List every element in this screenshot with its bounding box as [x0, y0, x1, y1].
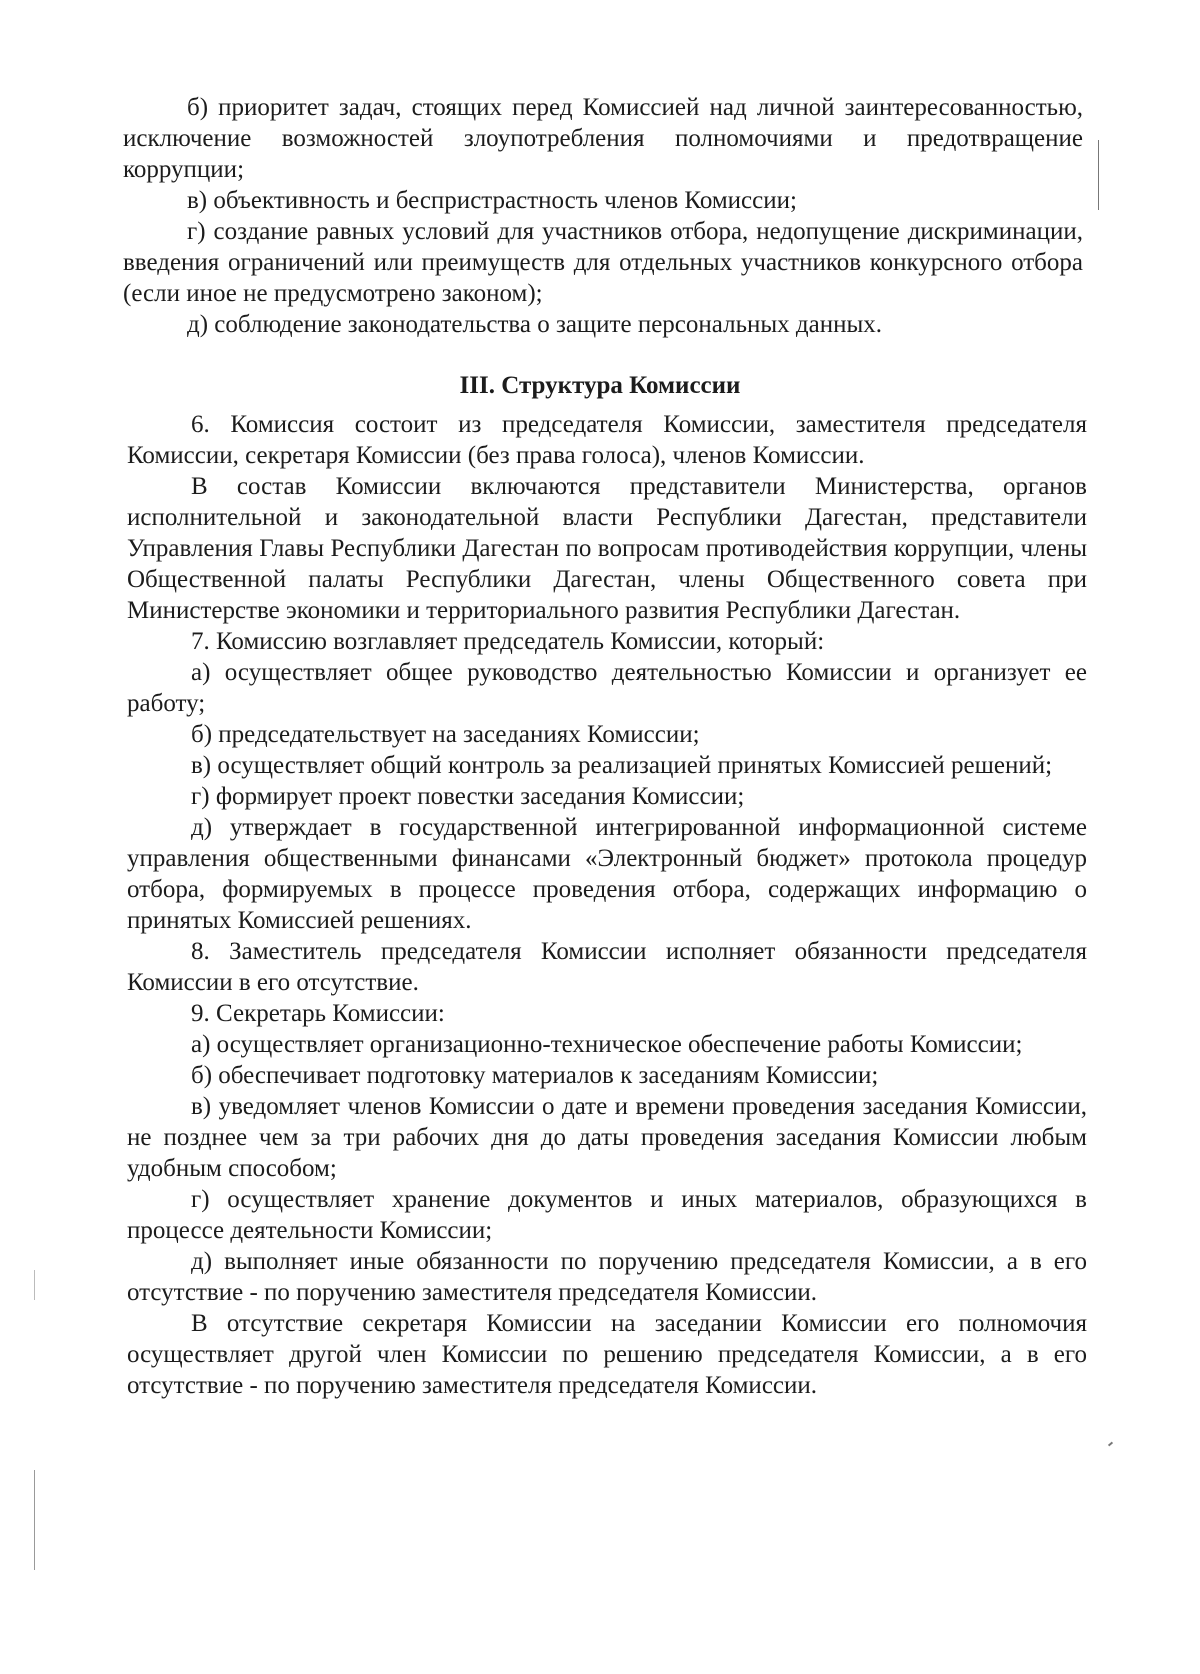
scan-artifact-line	[34, 1470, 35, 1570]
scan-artifact-mark	[1108, 1442, 1113, 1447]
paragraph-9d: д) выполняет иные обязанности по поручению председателя Комиссии, а в его отсутствие - по поручению заместителя председателя Комиссии.	[127, 1248, 1087, 1306]
paragraph-7d: д) утверждает в государственной интегрированной информационной системе управления общественными финансами «Электронный бюджет» протокола процедур отбора, формируемых в процессе проведения отбора, содержащих информацию о принятых Комиссией решениях.	[127, 814, 1087, 934]
paragraph-9b: б) обеспечивает подготовку материалов к заседаниям Комиссии;	[191, 1062, 879, 1089]
text-block-structure	[127, 409, 1087, 1401]
paragraph-g-equal-conditions: г) создание равных условий для участников отбора, недопущение дискриминации, введения ограничений или преимуществ для отдельных участников конкурсного отбора (если иное не предусмотрено законом);	[123, 218, 1083, 307]
paragraph-9v: в) уведомляет членов Комиссии о дате и времени проведения заседания Комиссии, не позднее чем за три рабочих дня до даты проведения заседания Комиссии любым удобным способом;	[127, 1093, 1087, 1182]
paragraph-7v: в) осуществляет общий контроль за реализацией принятых Комиссией решений;	[191, 752, 1053, 779]
paragraph-7b: б) председательствует на заседаниях Комиссии;	[191, 721, 700, 748]
section-heading: III. Структура Комиссии	[459, 372, 741, 399]
scan-artifact-line	[1098, 140, 1099, 210]
paragraph-7g: г) формирует проект повестки заседания Комиссии;	[191, 783, 745, 810]
paragraph-secretary-absence: В отсутствие секретаря Комиссии на заседании Комиссии его полномочия осуществляет другой член Комиссии по решению председателя Комиссии, а в его отсутствие - по поручению заместителя председателя Комиссии.	[127, 1310, 1087, 1399]
paragraph-v-objectivity: в) объективность и беспристрастность членов Комиссии;	[187, 187, 797, 214]
paragraph-d-personal-data: д) соблюдение законодательства о защите персональных данных.	[187, 311, 883, 338]
paragraph-7a: а) осуществляет общее руководство деятельностью Комиссии и организует ее работу;	[127, 659, 1087, 717]
paragraph-9g: г) осуществляет хранение документов и иных материалов, образующихся в процессе деятельности Комиссии;	[127, 1186, 1087, 1244]
paragraph-b-priority: б) приоритет задач, стоящих перед Комиссией над личной заинтересованностью, исключение возможностей злоупотребления полномочиями и предотвращение коррупции;	[123, 94, 1083, 183]
text-block-top	[123, 92, 1083, 340]
paragraph-members: В состав Комиссии включаются представители Министерства, органов исполнительной и законодательной власти Республики Дагестан, представители Управления Главы Республики Дагестан по вопросам противодействия коррупции, члены Общественной палаты Республики Дагестан, члены Общественного совета при Министерстве экономики и территориального развития Республики Дагестан.	[127, 473, 1087, 624]
paragraph-6-composition: 6. Комиссия состоит из председателя Комиссии, заместителя председателя Комиссии, секретаря Комиссии (без права голоса), членов Комиссии.	[127, 411, 1087, 469]
paragraph-7-chairman: 7. Комиссию возглавляет председатель Комиссии, который:	[191, 628, 825, 655]
paragraph-8-deputy: 8. Заместитель председателя Комиссии исполняет обязанности председателя Комиссии в его отсутствие.	[127, 938, 1087, 996]
paragraph-9a: а) осуществляет организационно-техническое обеспечение работы Комиссии;	[191, 1031, 1023, 1058]
scan-artifact-line	[34, 1270, 35, 1300]
paragraph-9-secretary: 9. Секретарь Комиссии:	[191, 1000, 445, 1027]
